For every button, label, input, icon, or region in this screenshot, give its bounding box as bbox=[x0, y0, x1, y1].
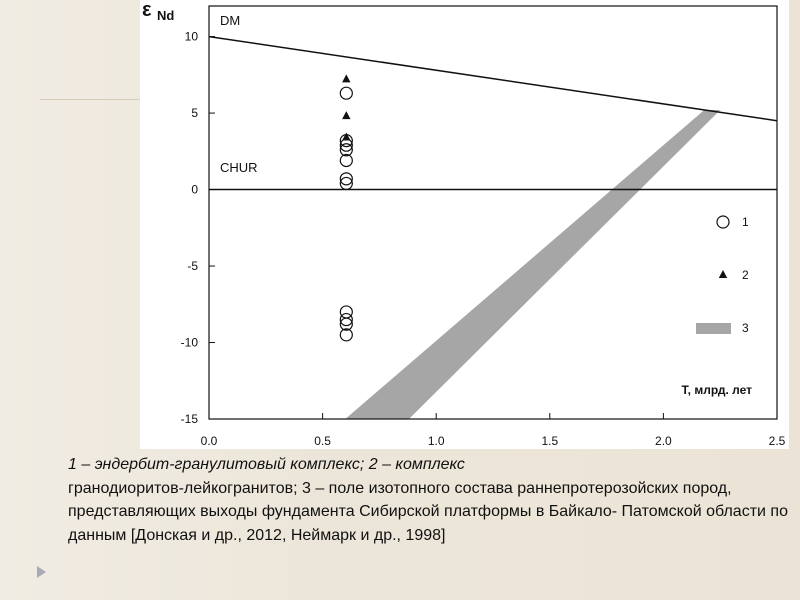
next-slide-arrow-icon[interactable] bbox=[37, 566, 46, 578]
data-point-series-2 bbox=[342, 111, 350, 119]
caption-legend-part: 1 – эндербит-гранулитовый комплекс; 2 – комплекс bbox=[68, 456, 465, 473]
slide-decoration-line bbox=[40, 99, 150, 100]
legend-label: 1 bbox=[742, 215, 749, 229]
data-point-series-2 bbox=[342, 133, 350, 141]
legend-marker-circle bbox=[717, 216, 729, 228]
x-tick-label: 0.0 bbox=[200, 434, 218, 448]
chart-plot bbox=[140, 0, 789, 449]
y-tick-label: -10 bbox=[180, 335, 198, 350]
x-tick-label: 0.5 bbox=[314, 434, 331, 448]
reference-line-label: DM bbox=[220, 13, 241, 28]
x-axis-label: Т, млрд. лет bbox=[681, 383, 752, 397]
reference-line-label: CHUR bbox=[220, 160, 258, 175]
isotope-field-band bbox=[345, 110, 720, 419]
figure-caption bbox=[68, 453, 800, 547]
data-point-series-1 bbox=[340, 87, 352, 99]
y-axis-label-subscript: Nd bbox=[157, 8, 175, 23]
y-tick-label: -5 bbox=[187, 259, 198, 274]
legend-label: 3 bbox=[742, 321, 749, 335]
x-tick-label: 1.5 bbox=[541, 434, 559, 448]
y-axis-label: ε bbox=[142, 0, 152, 21]
legend-marker-triangle bbox=[719, 270, 727, 278]
x-tick-label: 1.0 bbox=[427, 434, 445, 448]
caption-description-part: гранодиоритов-лейкогранитов; 3 – поле изотопного состава раннепротерозойских пород, представляющих выходы фундамента Сибирской платформы в Байкало- Патомской области по данным [Донская и др., 2012, Неймарк и др., 1998] bbox=[68, 479, 788, 544]
legend-marker-band bbox=[696, 323, 731, 334]
x-tick-label: 2.0 bbox=[655, 434, 672, 448]
y-tick-label: 0 bbox=[191, 182, 198, 197]
y-tick-label: 10 bbox=[184, 29, 198, 44]
data-point-series-2 bbox=[342, 74, 350, 82]
reference-line-dm bbox=[209, 37, 777, 121]
chart-panel bbox=[140, 0, 789, 449]
y-tick-label: 5 bbox=[191, 106, 198, 121]
y-tick-label: -15 bbox=[180, 412, 198, 426]
legend-label: 2 bbox=[742, 268, 749, 282]
x-tick-label: 2.5 bbox=[768, 434, 786, 448]
plot-frame bbox=[209, 6, 777, 419]
